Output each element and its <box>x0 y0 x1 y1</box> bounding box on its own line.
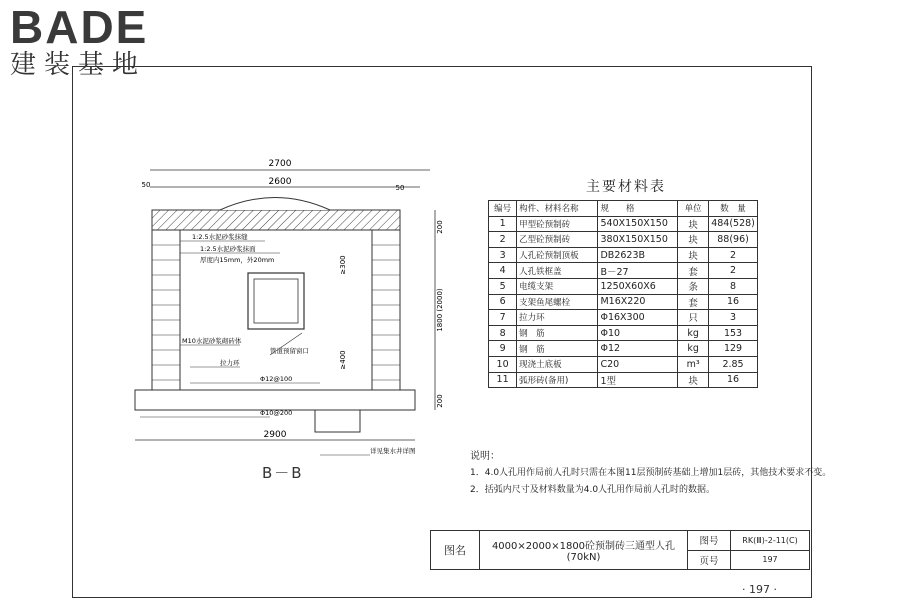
cell-no: 4 <box>489 263 517 279</box>
cell-unit: 只 <box>678 310 709 326</box>
page-number: · 197 · <box>742 583 777 596</box>
drawing-title: 4000×2000×1800砼预制砖三通型人孔(70kN) <box>480 531 688 570</box>
cell-no: 11 <box>489 372 517 388</box>
cell-name: 人孔铁框盖 <box>517 263 598 279</box>
dim-right-bottom: 200 <box>436 394 444 408</box>
cell-name: 拉力环 <box>517 310 598 326</box>
cell-spec: 540X150X150 <box>598 216 678 232</box>
dim-right-top: 200 <box>436 220 444 234</box>
header-name: 构件、材料名称 <box>517 201 598 217</box>
notes-title: 说明： <box>470 451 500 462</box>
cell-no: 2 <box>489 232 517 248</box>
dim-top-inner: 2600 <box>268 177 292 187</box>
cell-spec: B－27 <box>598 263 678 279</box>
cell-name: 弧形砖(备用) <box>517 372 598 388</box>
table-row <box>489 372 758 388</box>
cell-no: 1 <box>489 216 517 232</box>
dim-bottom: 2900 <box>263 430 287 440</box>
table-row <box>489 356 758 372</box>
annotation-mortar-joint: 1:2.5水泥砂浆抹缝 <box>192 233 248 241</box>
annotation-rebar-12: Φ12@100 <box>260 375 293 383</box>
dim-left-small: 50 <box>141 181 151 189</box>
annotation-brick-mortar: M10水泥砂浆砌砖体 <box>182 337 242 345</box>
notes <box>470 448 831 499</box>
cell-qty: 2 <box>709 247 758 263</box>
title-name-label: 图名 <box>431 531 480 570</box>
cell-no: 6 <box>489 294 517 310</box>
header-qty: 数 量 <box>709 201 758 217</box>
cell-name: 甲型砼预制砖 <box>517 216 598 232</box>
drawing-code: RK(Ⅲ)-2-11(C) <box>731 531 810 551</box>
cell-spec: 380X150X150 <box>598 232 678 248</box>
cell-no: 9 <box>489 341 517 357</box>
cell-name: 现浇土底板 <box>517 356 598 372</box>
cell-no: 3 <box>489 247 517 263</box>
cell-no: 10 <box>489 356 517 372</box>
table-header-row <box>489 201 758 217</box>
table-row <box>489 263 758 279</box>
cell-name: 钢 筋 <box>517 325 598 341</box>
title-block <box>430 530 810 570</box>
dim-300: ≥300 <box>339 255 347 275</box>
cell-name: 支架鱼尾螺栓 <box>517 294 598 310</box>
annotation-rebar-10: Φ10@200 <box>260 409 293 417</box>
cell-qty: 484(528) <box>709 216 758 232</box>
cell-unit: 块 <box>678 232 709 248</box>
title-page-label: 页号 <box>688 550 731 570</box>
cell-name: 钢 筋 <box>517 341 598 357</box>
logo-brand-text: BADE <box>10 1 149 53</box>
cell-unit: 块 <box>678 372 709 388</box>
cell-qty: 129 <box>709 341 758 357</box>
dim-right-mid: 1800 (2000) <box>436 288 444 332</box>
annotation-mortar-face: 1:2.5水泥砂浆抹面 <box>200 245 256 253</box>
section-drawing <box>130 155 450 495</box>
cell-qty: 16 <box>709 294 758 310</box>
header-no: 编号 <box>489 201 517 217</box>
cell-no: 8 <box>489 325 517 341</box>
table-row <box>489 216 758 232</box>
cell-unit: kg <box>678 325 709 341</box>
cell-spec: Φ16X300 <box>598 310 678 326</box>
title-code-label: 图号 <box>688 531 731 551</box>
cell-spec: Φ12 <box>598 341 678 357</box>
cell-unit: 块 <box>678 247 709 263</box>
table-title: 主要材料表 <box>586 179 666 195</box>
cell-unit: m³ <box>678 356 709 372</box>
cell-unit: 套 <box>678 294 709 310</box>
header-unit: 单位 <box>678 201 709 217</box>
cell-qty: 2.85 <box>709 356 758 372</box>
cell-qty: 2 <box>709 263 758 279</box>
materials-table <box>488 200 758 388</box>
drawing-page: 197 <box>731 550 810 570</box>
cell-name: 人孔砼预制顶板 <box>517 247 598 263</box>
dim-right-small: 50 <box>395 184 405 192</box>
cell-unit: 套 <box>678 263 709 279</box>
cell-spec: 1250X60X6 <box>598 278 678 294</box>
table-row <box>489 247 758 263</box>
header-spec: 规 格 <box>598 201 678 217</box>
table-row <box>489 310 758 326</box>
table-row <box>489 294 758 310</box>
cell-qty: 16 <box>709 372 758 388</box>
cell-name: 乙型砼预制砖 <box>517 232 598 248</box>
cell-unit: 块 <box>678 216 709 232</box>
annotation-pull-ring: 拉力环 <box>220 359 240 367</box>
cell-no: 7 <box>489 310 517 326</box>
cell-unit: 条 <box>678 278 709 294</box>
table-row <box>489 232 758 248</box>
note-item: 2．括弧内尺寸及材料数量为4.0人孔用作局前人孔时的数据。 <box>470 485 716 495</box>
cell-qty: 88(96) <box>709 232 758 248</box>
note-item: 1．4.0人孔用作局前人孔时只需在本图11层预制砖基础上增加1层砖，其他技术要求不变。 <box>470 468 832 478</box>
annotation-pipe-window: 管道预留窗口 <box>270 347 309 355</box>
cell-unit: kg <box>678 341 709 357</box>
cell-no: 5 <box>489 278 517 294</box>
cell-spec: M16X220 <box>598 294 678 310</box>
cell-name: 电缆支架 <box>517 278 598 294</box>
cell-spec: Φ10 <box>598 325 678 341</box>
table-row <box>489 341 758 357</box>
annotation-thickness: 厚度内15mm，外20mm <box>200 256 275 264</box>
dim-top-outer: 2700 <box>268 159 292 169</box>
cell-spec: C20 <box>598 356 678 372</box>
table-row <box>489 278 758 294</box>
dim-400: ≥400 <box>339 350 347 370</box>
cell-qty: 153 <box>709 325 758 341</box>
cell-spec: 1型 <box>598 372 678 388</box>
table-row <box>489 325 758 341</box>
annotation-sump-detail: 详见集水井详图 <box>370 447 416 455</box>
logo-subtitle: 建装基地 <box>10 50 147 80</box>
cell-qty: 3 <box>709 310 758 326</box>
cell-spec: DB2623B <box>598 247 678 263</box>
cell-qty: 8 <box>709 278 758 294</box>
section-label: B－B <box>262 464 304 482</box>
